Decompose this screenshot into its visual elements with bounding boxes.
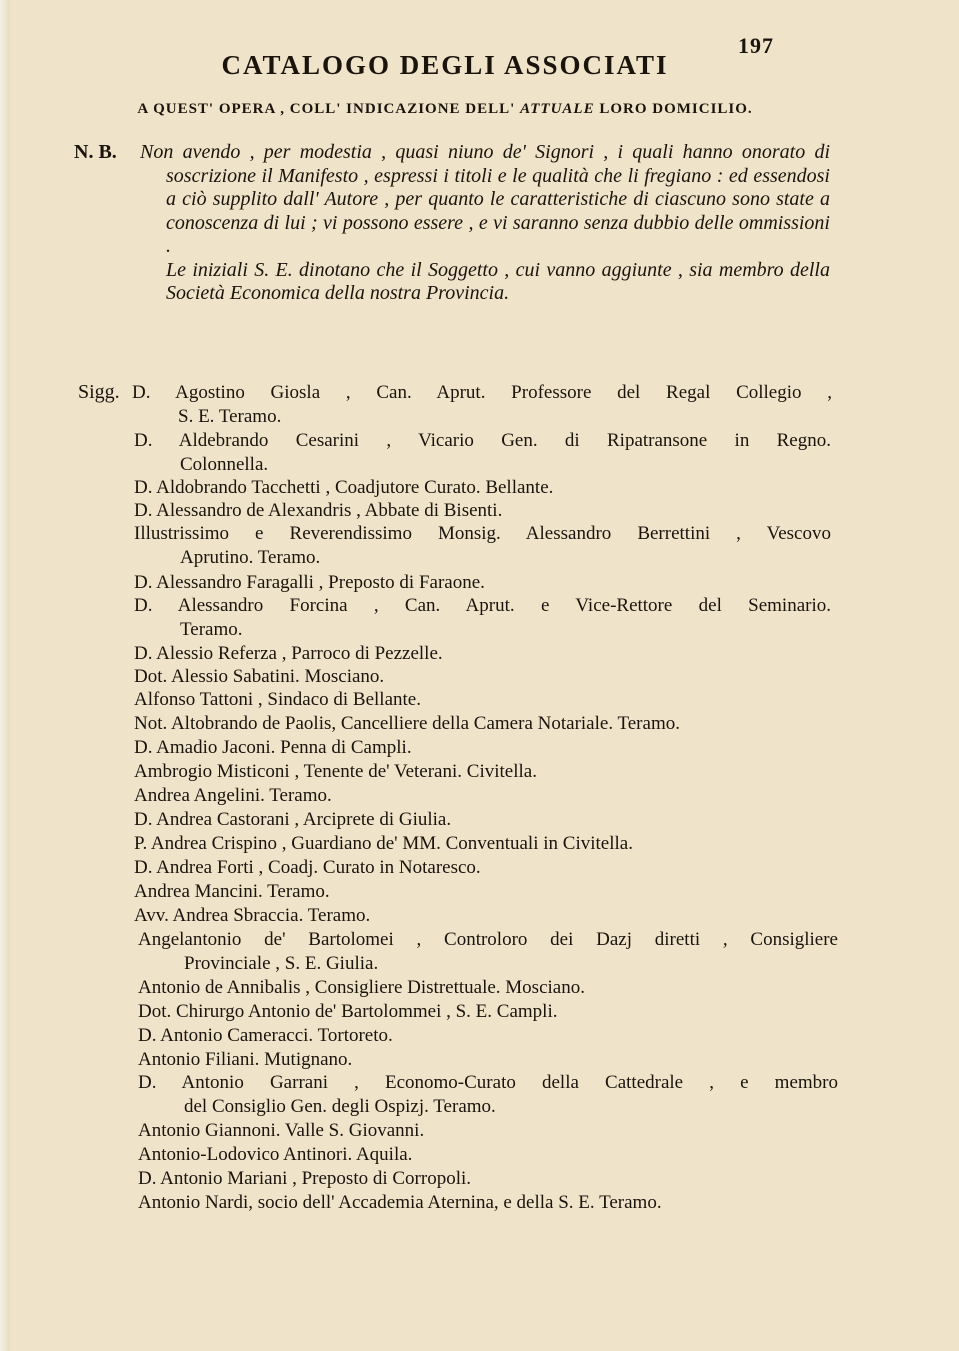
list-item-continuation: Teramo. [180,618,243,640]
list-item-line: Angelantonio de' Bartolomei , Controloro dei Dazj diretti , Consigliere [138,929,838,950]
list-item-line: D. Aldobrando Tacchetti , Coadjutore Curato. Bellante. [134,477,554,498]
list-item-line: Dot. Alessio Sabatini. Mosciano. [134,666,385,687]
list-item-line: Andrea Angelini. Teramo. [134,785,332,806]
list-item-line: D. Agostino Giosla , Can. Aprut. Professore del Regal Collegio , [132,382,832,403]
list-item-line: Antonio Filiani. Mutignano. [138,1049,353,1070]
list-item [138,1191,662,1215]
list-item-line: Illustrissimo e Reverendissimo Monsig. Alessandro Berrettini , Vescovo [134,523,831,544]
subtitle-emphasis: ATTUALE [520,101,595,117]
list-item [138,1167,471,1191]
subtitle-pre: A QUEST' OPERA , COLL' INDICAZIONE DELL' [137,101,516,117]
list-item [134,808,451,832]
page-edge [0,0,10,1351]
page-number: 197 [738,33,774,58]
list-prefix: Sigg. [78,381,120,403]
list-item [134,499,502,523]
note-block [140,141,830,306]
list-item-line: Antonio Giannoni. Valle S. Giovanni. [138,1120,425,1141]
list-item-line: Antonio-Lodovico Antinori. Aquila. [138,1144,413,1165]
list-item [134,594,831,641]
page-title: CATALOGO DEGLI ASSOCIATI [221,50,669,80]
list-item-line: D. Antonio Cameracci. Tortoreto. [138,1025,393,1046]
note-paragraph-1: Non avendo , per modestia , quasi niuno de' Signori , i quali hanno onorato di soscrizione il Manifesto , espressi i titoli e le qualità che li fregiano : ed essendosi a ciò supplito dall' Autore , per quanto le caratteristiche di ciascuno sono state a conoscenza di lui ; vi possono essere , e vi saranno senza dubbio delle ommissioni . [140,141,830,257]
list-item [134,688,421,712]
list-item [132,381,832,428]
list-item-line: Antonio Nardi, socio dell' Accademia Aternina, e della S. E. Teramo. [138,1192,662,1213]
list-item [134,712,680,736]
list-item [134,880,330,904]
list-item [138,928,838,975]
list-item-line: D. Antonio Mariani , Preposto di Corropoli. [138,1168,472,1189]
list-item [134,760,537,784]
list-item-line: Avv. Andrea Sbraccia. Teramo. [134,905,371,926]
list-item [134,856,481,880]
list-item-line: D. Amadio Jaconi. Penna di Campli. [134,737,412,758]
list-item [138,1119,424,1143]
list-item-continuation: Provinciale , S. E. Giulia. [184,952,379,974]
list-item-line: Antonio de Annibalis , Consigliere Distrettuale. Mosciano. [138,977,585,998]
list-item-line: D. Andrea Forti , Coadj. Curato in Notaresco. [134,857,481,878]
list-item-line: D. Alessio Referza , Parroco di Pezzelle. [134,643,443,664]
list-item-line: D. Alessandro Forcina , Can. Aprut. e Vice-Rettore del Seminario. [134,595,831,616]
list-item [134,642,443,666]
list-item [138,1143,412,1167]
list-item-line: D. Alessandro de Alexandris , Abbate di Bisenti. [134,500,503,521]
page-subtitle [0,101,890,118]
list-item-continuation: Colonnella. [180,453,269,475]
list-item-line: Dot. Chirurgo Antonio de' Bartolommei , S. E. Campli. [138,1001,558,1022]
note-label: N. B. [74,141,117,163]
list-item [134,522,831,569]
list-item [138,1048,352,1072]
list-item-continuation: Aprutino. Teramo. [180,546,321,568]
list-item-line: Not. Altobrando de Paolis, Cancelliere della Camera Notariale. Teramo. [134,713,680,734]
list-item [134,904,370,928]
list-item-line: D. Antonio Garrani , Economo-Curato della Cattedrale , e membro [138,1072,838,1093]
list-item [134,665,384,689]
list-item [134,429,831,476]
list-item-line: P. Andrea Crispino , Guardiano de' MM. Conventuali in Civitella. [134,833,633,854]
list-item-line: Andrea Mancini. Teramo. [134,881,330,902]
list-item [134,832,633,856]
list-item-line: D. Aldebrando Cesarini , Vicario Gen. di Ripatransone in Regno. [134,430,831,451]
list-item-continuation: del Consiglio Gen. degli Ospizj. Teramo. [184,1095,496,1117]
list-item-line: Ambrogio Misticoni , Tenente de' Veterani. Civitella. [134,761,537,782]
list-item-line: Alfonso Tattoni , Sindaco di Bellante. [134,689,421,710]
list-item [134,736,412,760]
list-item [134,571,485,595]
list-item [138,976,585,1000]
list-item [138,1000,557,1024]
list-item [138,1024,393,1048]
list-item [134,784,332,808]
list-item-continuation: S. E. Teramo. [178,405,282,427]
note-paragraph-2: Le iniziali S. E. dinotano che il Soggetto , cui vanno aggiunte , sia membro della Società Economica della nostra Provincia. [166,258,830,304]
list-item [134,476,553,500]
subtitle-post: LORO DOMICILIO. [599,101,753,117]
list-item-line: D. Andrea Castorani , Arciprete di Giulia. [134,809,452,830]
list-item-line: D. Alessandro Faragalli , Preposto di Faraone. [134,572,485,593]
list-item [138,1071,838,1118]
